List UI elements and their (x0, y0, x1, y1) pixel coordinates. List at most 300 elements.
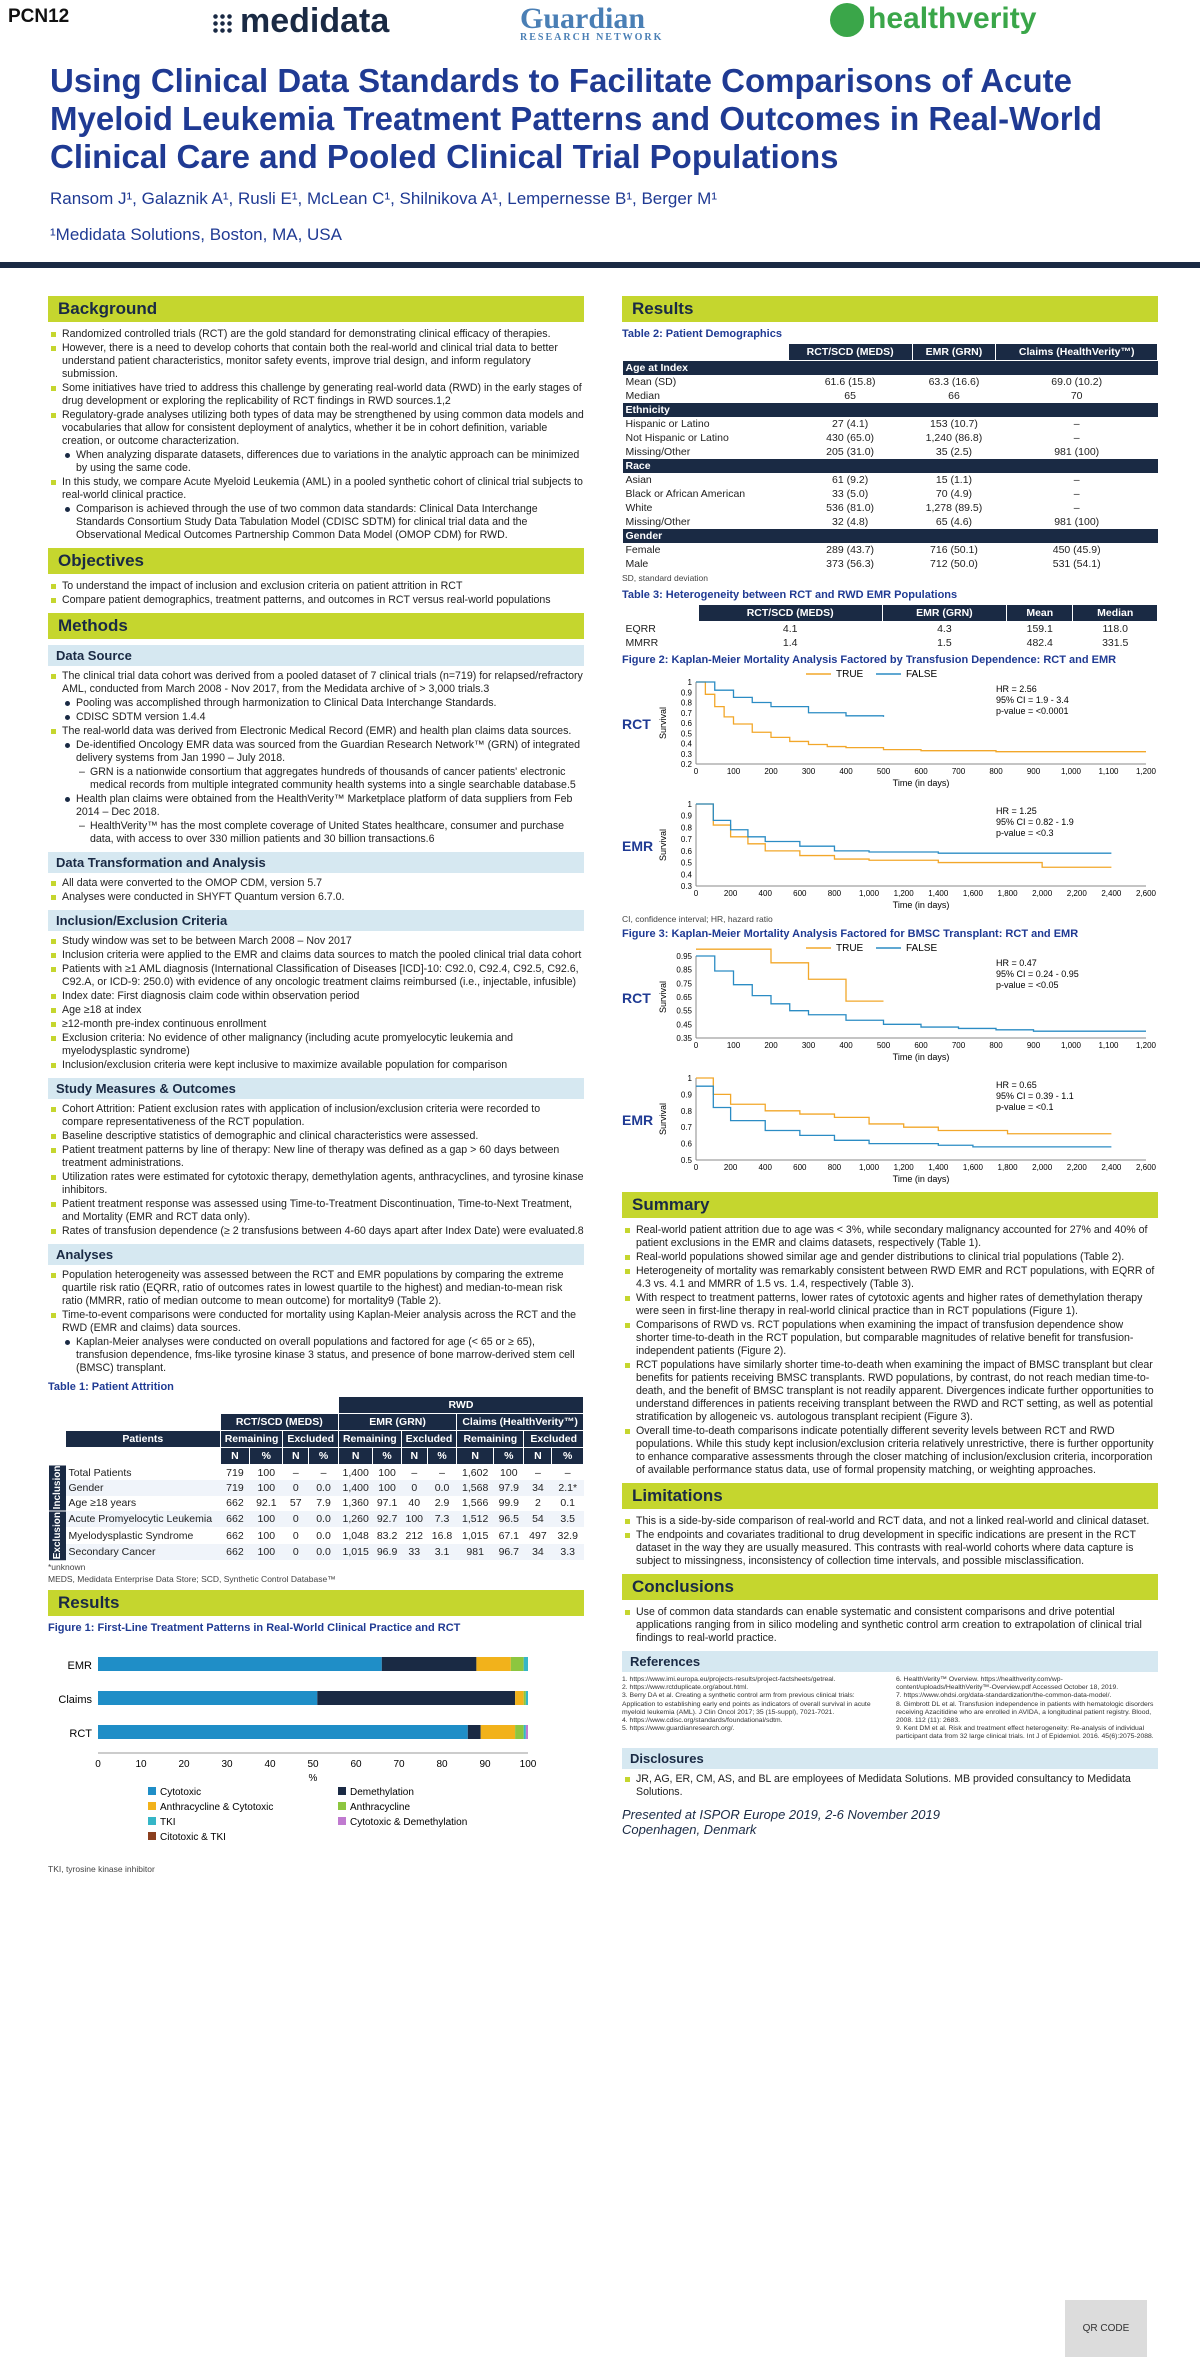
table-row (623, 636, 1158, 650)
list-item: JR, AG, ER, CM, AS, and BL are employees of Medidata Solutions. MB provided consultancy to Medidata Solutions. (636, 1773, 1158, 1799)
table-cell: Total Patients (68, 1466, 132, 1479)
right-column (622, 290, 1158, 1837)
background-list (48, 328, 584, 542)
table-cell: 99.9 (498, 1497, 519, 1510)
conclusions-heading: Conclusions (622, 1574, 1158, 1600)
fig1-caption: Figure 1: First-Line Treatment Patterns in Real-World Clinical Practice and RCT (48, 1622, 461, 1635)
list-item: Population heterogeneity was assessed between the RCT and EMR populations by comparing the extreme quartile risk ratio (EQRR, ratio of outcomes rates in lowest quartile to the highest) and median-to-mean risk ratio (MMRR, ratio of median outcome to mean outcome) for mortality9 (Table 2). (62, 1269, 584, 1308)
table-row (49, 1511, 584, 1527)
km-stat: 95% CI = 1.9 - 3.4 (996, 695, 1069, 705)
table-header: EMR (GRN) (338, 1414, 456, 1431)
x-tick-label: 2,600 (1135, 889, 1156, 898)
table-cell: 7.9 (316, 1497, 331, 1510)
x-tick-label: 0 (693, 1163, 699, 1172)
reference-item: 3. Berry DA et al. Creating a synthetic control arm from previous clinical trials: Application to establishing early end points as indicators of overall survival in acute myeloid leukemia (AML). J Clin Oncol 2017; 35 (15-suppl), 7021-7021. (622, 1692, 871, 1716)
table-cell: 0 (292, 1529, 299, 1542)
inclusion-list (48, 935, 584, 1072)
x-tick-label: 60 (350, 1759, 362, 1771)
x-tick-label: 10 (135, 1759, 147, 1771)
table-cell: 1,400 (338, 1480, 373, 1495)
conclusions-list (622, 1606, 1158, 1645)
bar-segment (526, 1691, 528, 1705)
list-item: RCT populations have similarly shorter time-to-death when examining the impact of BMSC transplant but clear benefits for patients receiving BMSC transplants. RWD populations, by contrast, do not reach median time-to-death, and the benefit of BMSC transplant is not readily apparent. Divergences indicate further opportunities to understand differences in patients receiving transplant between the RWD and RCT setting, as well as potential stratification by allogeneic vs. autologous transplant recipient (Figure 3). (636, 1359, 1158, 1424)
km-line-false (696, 956, 1146, 1031)
y-tick-label: 0.95 (676, 952, 692, 961)
table-cell: 65 (844, 390, 856, 402)
bar-segment (515, 1691, 524, 1705)
x-tick-label: 600 (914, 767, 928, 776)
x-tick-label: 0 (693, 767, 699, 776)
list-item: Patients with ≥1 AML diagnosis (International Classification of Diseases [ICD]-10: C92.0, C92.4, C92.5, C92.6, C92.A, or ICD-9: 250.0) with evidence of any oncologic treatment claims reimbursed (i.e., injectable, infusible) (62, 963, 584, 989)
methods-heading: Methods (48, 613, 584, 639)
table-cell: 2 (535, 1497, 541, 1510)
table-cell: 719 (226, 1466, 244, 1479)
y-tick-label: 0.8 (680, 823, 692, 833)
km-row-label: RCT (622, 990, 651, 1006)
table-cell: Black or African American (625, 488, 746, 500)
table-cell: 97.1 (376, 1497, 398, 1510)
table-cell: 430 (65.0) (826, 432, 875, 444)
list-item: With respect to treatment patterns, lower rates of cytotoxic agents and higher rates of demethylation therapy were seen in first-line therapy in real-world clinical practice than in RCT populations (Figure 1). (636, 1292, 1158, 1318)
y-axis-title: Survival (658, 1102, 668, 1136)
x-axis-title: Time (in days) (892, 1052, 950, 1062)
bar-segment (511, 1657, 524, 1671)
bar-category-label: RCT (69, 1728, 92, 1741)
table-cell: 34 (524, 1544, 552, 1560)
x-tick-label: 1,800 (997, 889, 1018, 898)
bar-segment (468, 1725, 481, 1739)
table-cell: Gender (66, 1480, 221, 1495)
table-cell: 1.4 (782, 637, 798, 649)
table-cell: 100 (401, 1511, 427, 1527)
x-tick-label: 1,800 (997, 1163, 1018, 1172)
x-tick-label: 1,200 (1135, 767, 1156, 776)
y-tick-label: 0.7 (680, 835, 692, 845)
table-cell: Acute Promyelocytic Leukemia (66, 1511, 221, 1527)
x-tick-label: 20 (178, 1759, 190, 1771)
results-right-heading: Results (622, 296, 1158, 322)
patient-attrition-table: RWD RCT/SCD (MEDS) EMR (GRN) Claims (HealthVerity™) Patients Remaining Excluded Remaining Excluded Remaining Excluded N % N % N % N % N % N % Inclusion Total Patients 719 100 – – 1,400 100 – – 1,602 100 – – Gender 719 100 0 0.0 1,400 100 0 0.0 1,568 97.9 34 2.1* Age ≥18 years 662 92.1 57 7.9 1,360 97.1 40 2.9 1,566 99.9 2 0.1 Exclusion Acute Promyelocytic Leukemia 662 100 0 0.0 1,260 92.7 100 7.3 1,512 96.5 54 3.5 Myelodysplastic Syndrome 662 100 0 0.0 1,048 83.2 212 16.8 1,015 67.1 497 32.9 Secondary Cancer 662 100 0 0.0 1,015 96.9 33 3.1 981 96.7 34 3.3 (48, 1396, 584, 1560)
x-tick-label: 800 (827, 1163, 842, 1172)
y-tick-label: 0.5 (680, 858, 692, 868)
table-cell: 61.6 (15.8) (824, 376, 876, 388)
table-cell: 100 (257, 1529, 276, 1542)
y-tick-label: 1 (687, 678, 692, 687)
legend-label: Anthracycline & Cytotoxic (160, 1802, 274, 1814)
table-cell: – (320, 1466, 327, 1479)
inclusion-heading: Inclusion/Exclusion Criteria (48, 910, 584, 931)
table-cell: 1,240 (86.8) (925, 432, 983, 444)
table-cell: 662 (220, 1544, 250, 1560)
list-item: – GRN is a nationwide consortium that aggregates hundreds of thousands of cancer patients' electronic medical records from multiple integrated community health systems into a single searchable database.5 (90, 766, 584, 792)
y-tick-label: 0.35 (676, 1034, 692, 1043)
list-item: – HealthVerity™ has the most complete coverage of United States healthcare, consumer and purchase data, with access to over 330 million patients and 30 billion transactions.6 (90, 820, 584, 846)
table-cell: 3.1 (427, 1544, 456, 1560)
table-cell: 7.3 (427, 1511, 456, 1527)
x-tick-label: 0 (693, 889, 699, 898)
table-cell: 100 (378, 1466, 396, 1479)
table-cell: 1,015 (338, 1544, 373, 1560)
bar-segment (524, 1657, 528, 1671)
x-tick-label: 200 (764, 1041, 778, 1050)
x-tick-label: 500 (876, 767, 891, 776)
km-stat: p-value = <0.1 (996, 1102, 1054, 1112)
table-cell: 0 (283, 1480, 309, 1495)
table-cell: 100 (250, 1480, 283, 1495)
y-tick-label: 0.4 (680, 870, 692, 880)
references-heading: References (622, 1651, 1158, 1672)
x-tick-label: 2,400 (1101, 889, 1122, 898)
objectives-list (48, 580, 584, 607)
table-cell: 40 (408, 1497, 421, 1510)
table-cell: 373 (56.3) (826, 558, 875, 570)
table-cell: 97.9 (494, 1480, 524, 1495)
km3-emr-panel (622, 1064, 1158, 1186)
table-header: RCT/SCD (MEDS) (788, 344, 912, 361)
x-axis-title: Time (in days) (892, 900, 950, 910)
table-cell: 159.1 (1026, 623, 1053, 635)
table-cell: 67.1 (498, 1529, 519, 1542)
reference-item: 6. HealthVerity™ Overview. https://healthverity.com/wp-content/uploads/HealthVerity™-Overview.pdf Accessed October 18, 2019. (896, 1676, 1119, 1692)
x-axis-title: Time (in days) (892, 1174, 950, 1184)
table-cell: Missing/Other (625, 516, 691, 528)
x-tick-label: 500 (876, 1041, 891, 1050)
table-cell: 1,602 (462, 1466, 489, 1479)
x-tick-label: 600 (793, 889, 807, 898)
first-line-treatment-chart (48, 1637, 584, 1857)
medidata-dots-icon (212, 13, 234, 33)
table-cell: Myelodysplastic Syndrome (68, 1529, 194, 1542)
table-cell: – (535, 1466, 541, 1479)
table-cell: Male (625, 558, 649, 570)
list-item: The endpoints and covariates traditional to drug development in specific indications are present in the RCT dataset in the way they are usually measured. This contrasts with real-world cohorts where data capture is subject to missingness, inconsistency of collection time intervals, and possible misclassification. (636, 1529, 1158, 1568)
bar-segment (476, 1657, 510, 1671)
y-tick-label: 0.45 (676, 1020, 692, 1030)
table-cell: – (439, 1466, 445, 1479)
legend-swatch (148, 1787, 156, 1795)
table-cell: 118.0 (1102, 623, 1128, 635)
authors: Ransom J¹, Galaznik A¹, Rusli E¹, McLean C¹, Shilnikova A¹, Lempernesse B¹, Berger M¹ (50, 189, 718, 208)
table-cell: 1,512 (457, 1511, 494, 1527)
x-tick-label: 900 (1026, 767, 1041, 776)
table-cell: 96.5 (494, 1511, 524, 1527)
table-cell: 33 (401, 1544, 427, 1560)
x-tick-label: 600 (914, 1041, 928, 1050)
y-tick-label: 0.6 (680, 846, 692, 856)
healthverity-logo: healthverity (830, 2, 1036, 37)
legend-swatch (148, 1802, 156, 1810)
presented-at: Presented at ISPOR Europe 2019, 2-6 November 2019 Copenhagen, Denmark (622, 1806, 940, 1837)
x-tick-label: 2,600 (1135, 1163, 1156, 1172)
y-axis-title: Survival (658, 828, 668, 862)
table-cell: 1,048 (342, 1529, 369, 1542)
table-cell: 1,015 (462, 1529, 489, 1542)
table-cell: 1.5 (937, 637, 952, 649)
list-item: Real-world populations showed similar age and gender distributions to clinical trial populations (Table 2). (636, 1251, 1158, 1264)
bar-segment (526, 1725, 528, 1739)
y-tick-label: 0.3 (680, 882, 692, 891)
table-row (623, 389, 1158, 403)
km-stat: HR = 2.56 (996, 684, 1037, 694)
list-item: Rates of transfusion dependence (≥ 2 transfusions between 4-60 days apart after Index Date) were evaluated.8 (62, 1225, 584, 1237)
disclosures-list (622, 1773, 1158, 1799)
x-tick-label: 1,100 (1098, 1041, 1119, 1050)
table-cell: 65 (4.6) (935, 516, 973, 528)
table-cell: – (1073, 474, 1080, 486)
table-cell: 0.0 (427, 1480, 456, 1495)
fig2-note: CI, confidence interval; HR, hazard ratio (622, 914, 773, 924)
table-cell: 0 (283, 1511, 309, 1527)
table-cell: 70 (4.9) (935, 488, 973, 500)
list-item: Patient treatment patterns by line of therapy: New line of therapy was defined as a gap > 60 days between treatment administrations. (62, 1144, 584, 1170)
x-tick-label: 200 (723, 889, 738, 898)
list-item: Real-world patient attrition due to age was < 3%, while secondary malignancy accounted for 27% and 40% of patient exclusions in the EMR and claims datasets, respectively (Table 1). (636, 1224, 1158, 1250)
legend-true-label: TRUE (836, 669, 864, 680)
list-item: Inclusion/exclusion criteria were kept inclusive to maximize available population for comparison (62, 1059, 584, 1072)
table-cell: 0.0 (309, 1544, 339, 1560)
x-tick-label: 100 (726, 767, 741, 776)
transform-heading: Data Transformation and Analysis (48, 852, 584, 873)
x-tick-label: 400 (758, 889, 772, 898)
x-tick-label: 400 (839, 767, 853, 776)
table-cell: – (411, 1466, 418, 1479)
table-header: Patients (66, 1431, 221, 1448)
x-tick-label: 800 (989, 767, 1003, 776)
reference-item: 7. https://www.ohdsi.org/data-standardization/the-common-data-model/. (896, 1692, 1112, 1700)
table-cell: 981 (100) (1054, 516, 1100, 528)
inclusion-band: Inclusion (49, 1465, 66, 1511)
limitations-heading: Limitations (622, 1483, 1158, 1509)
table-cell: 57 (289, 1497, 302, 1510)
list-item: Use of common data standards can enable systematic and consistent comparisons and drive potential applications ranging from in silico modeling and synthetic control arm creation to extrapolation of clinical trial findings to real-world practice. (636, 1606, 1158, 1645)
x-tick-label: 1,000 (1060, 767, 1082, 776)
table-row (623, 543, 1158, 557)
table-row (623, 515, 1158, 529)
list-item: Inclusion criteria were applied to the EMR and claims data sources to match the pooled clinical trial data cohort (62, 949, 584, 962)
table2-caption: Table 2: Patient Demographics (622, 328, 782, 340)
table-section-row: Gender (623, 529, 1158, 543)
y-tick-label: 1 (687, 1074, 692, 1083)
table-cell: – (1073, 432, 1080, 444)
medidata-logo: medidata (212, 2, 389, 41)
list-item: Index date: First diagnosis claim code within observation period (62, 990, 584, 1003)
list-item: Utilization rates were estimated for cytotoxic therapy, demethylation agents, anthracyclines, and tyrosine kinase inhibitors. (62, 1171, 584, 1196)
y-tick-label: 0.6 (680, 719, 692, 728)
reference-item: 5. https://www.guardianresearch.org/. (622, 1725, 735, 1733)
km-stat: p-value = <0.05 (996, 980, 1059, 990)
table-section-row: Ethnicity (623, 403, 1158, 417)
list-item: Compare patient demographics, treatment patterns, and outcomes in RCT versus real-world populations (62, 594, 584, 607)
legend-swatch (148, 1832, 156, 1840)
table-cell: 1,360 (342, 1497, 369, 1510)
table-header: EMR (GRN) (912, 344, 996, 361)
legend-false-label: FALSE (906, 669, 938, 680)
table-row (49, 1496, 584, 1511)
bar-segment (317, 1691, 515, 1705)
table-cell: 536 (81.0) (826, 502, 875, 514)
table-cell: Median (625, 390, 660, 402)
x-tick-label: 1,000 (859, 889, 880, 898)
references-list (622, 1676, 1158, 1742)
list-item: However, there is a need to develop cohorts that contain both the real-world and clinical trial data to better understand patient characteristics, monitor safety events, improve trial design, and inform regulatory submission. (62, 342, 584, 381)
bar-segment (98, 1691, 317, 1705)
table-row (623, 417, 1158, 431)
km3-rct-panel (622, 942, 1158, 1064)
bar-segment (98, 1725, 468, 1739)
x-tick-label: 1,400 (928, 889, 949, 898)
table-cell: Not Hispanic or Latino (625, 432, 729, 444)
km-stat: 95% CI = 0.39 - 1.1 (996, 1091, 1074, 1101)
bar-category-label: EMR (67, 1660, 92, 1673)
y-tick-label: 0.5 (680, 1156, 692, 1165)
x-tick-label: 300 (801, 1041, 816, 1050)
reference-item: 1. https://www.imi.europa.eu/projects-results/project-factsheets/getreal. (622, 1676, 836, 1683)
legend-swatch (338, 1802, 346, 1810)
affiliation: ¹Medidata Solutions, Boston, MA, USA (50, 225, 342, 244)
x-tick-label: 100 (519, 1759, 537, 1771)
list-item: Comparison is achieved through the use of two common data standards: Clinical Data Interchange Standards Consortium Study Data Tabulation Model (CDISC SDTM) for clinical trial data and the Observational Medical Outcomes Partnership Common Data Model (OMOP CDM) for RWD. (76, 503, 584, 542)
table-row (623, 473, 1158, 487)
header-divider (0, 262, 1200, 268)
table-cell: 205 (31.0) (826, 446, 875, 458)
table-cell: – (1073, 418, 1080, 430)
list-item: Regulatory-grade analyses utilizing both types of data may be strengthened by using common data models and vocabularies that allow for consistent deployment of analytics, whether it be in cohort definition, variable creation, or outcome characterization. When analyzing disparate datasets, differences due to variations in the analytic approach can be minimized by using the same code. (62, 409, 584, 474)
list-item: In this study, we compare Acute Myeloid Leukemia (AML) in a pooled synthetic cohort of clinical trial subjects to real-world clinical practice. Comparison is achieved through the use of two common data standards: Clinical Data Interchange Standards Consortium Study Data Tabulation Model (CDISC SDTM) for clinical trial data and the Observational Medical Outcomes Partnership Common Data Model (OMOP CDM) for RWD. (62, 476, 583, 541)
summary-list (622, 1224, 1158, 1477)
summary-heading: Summary (622, 1192, 1158, 1218)
y-tick-label: 0.9 (680, 688, 692, 698)
y-tick-label: 0.8 (680, 698, 692, 708)
table-cell: Female (625, 544, 661, 556)
list-item: Pooling was accomplished through harmonization to Clinical Data Interchange Standards. (76, 697, 584, 710)
list-item: All data were converted to the OMOP CDM, version 5.7 (62, 877, 584, 890)
table-header: RCT/SCD (MEDS) (220, 1414, 338, 1431)
table-cell: 15 (1.1) (935, 474, 973, 486)
x-tick-label: 400 (839, 1041, 853, 1050)
table-cell: EQRR (625, 623, 656, 635)
list-item: Some initiatives have tried to address this challenge by generating real-world data (RWD) in the early stages of drug development or exploring the replicability of RCT findings in RWD sources.1,2 (62, 382, 584, 408)
table-cell: 16.8 (431, 1529, 453, 1542)
qr-code[interactable]: QR CODE (1065, 2300, 1147, 2357)
y-tick-label: 0.6 (680, 1139, 692, 1149)
healthverity-cross-icon (830, 3, 864, 37)
table1-note: *unknown (48, 1562, 86, 1573)
table-cell: 0 (401, 1480, 427, 1495)
km2-rct-panel (622, 668, 1158, 790)
x-tick-label: 900 (1026, 1041, 1041, 1050)
legend-swatch (148, 1817, 156, 1825)
table-cell: 1,566 (462, 1497, 489, 1510)
table-cell: 69.0 (10.2) (1051, 376, 1103, 388)
table-cell: Asian (625, 474, 652, 486)
disclosures-heading: Disclosures (622, 1748, 1158, 1769)
table-cell: 100 (250, 1511, 283, 1527)
x-tick-label: 30 (221, 1759, 233, 1771)
table-section-row: Race (623, 459, 1158, 473)
fig1-note: TKI, tyrosine kinase inhibitor (48, 1864, 155, 1875)
list-item: Overall time-to-death comparisons indicate potentially different severity levels between RCT and RWD populations. While this study kept inclusion/exclusion criteria relatively unrestrictive, there is further opportunity to enhance comparative assessments through the closer matching of inclusion/exclusion criteria, incorporation of available performance status data, use of formal propensity matching, or weighting approaches. (636, 1425, 1158, 1477)
list-item: Health plan claims were obtained from the HealthVerity™ Marketplace platform of data suppliers from Feb 2014 – Dec 2018. – HealthVerity™ has the most complete coverage of United States healthcare, consumer and purchase data, with access to over 330 million patients and 30 billion transactions.6 (76, 793, 584, 846)
y-tick-label: 0.9 (680, 1090, 692, 1100)
table2-note: SD, standard deviation (622, 573, 708, 583)
table-cell: Hispanic or Latino (625, 418, 710, 430)
km-row-label: RCT (622, 716, 651, 732)
objectives-heading: Objectives (48, 548, 584, 574)
poster-title: Using Clinical Data Standards to Facilitate Comparisons of Acute Myeloid Leukemia Treatment Patterns and Outcomes in Real-World Clinical Care and Pooled Clinical Trial Populations (50, 62, 1102, 175)
list-item: Age ≥18 at index (62, 1004, 584, 1017)
table-cell: 153 (10.7) (930, 418, 978, 430)
table-cell: 1,278 (89.5) (925, 502, 983, 514)
table-cell: 96.7 (494, 1544, 524, 1560)
reference-item: 4. https://www.cdisc.org/standards/foundational/sdtm. (622, 1717, 783, 1725)
y-tick-label: 0.85 (676, 965, 692, 975)
km-line-true (696, 682, 1146, 752)
km-stat: HR = 0.65 (996, 1080, 1037, 1090)
list-item: The clinical trial data cohort was derived from a pooled dataset of 7 clinical trials (n=719) for relapsed/refractory AML, conducted from March 2008 - Nov 2017, from the Medidata archive of > 3,000 trials.3 Pooling was accomplished through harmonization to Clinical Data Interchange Standards. CDISC SDTM version 1.4.4 (62, 670, 583, 723)
y-tick-label: 0.75 (676, 979, 692, 989)
x-tick-label: 100 (726, 1041, 741, 1050)
x-tick-label: 800 (827, 889, 842, 898)
x-tick-label: 70 (393, 1759, 405, 1771)
poster-header (0, 0, 1200, 268)
table-cell: 35 (2.5) (935, 446, 973, 458)
exclusion-band: Exclusion (49, 1511, 66, 1560)
list-item: Exclusion criteria: No evidence of other malignancy (including acute promyelocytic leukemia and myelodysplastic syndrome) (62, 1032, 584, 1058)
x-tick-label: 1,100 (1098, 767, 1119, 776)
table-row (49, 1527, 584, 1543)
table-cell: 4.3 (937, 623, 952, 635)
x-tick-label: 1,000 (859, 1163, 880, 1172)
table-cell: 289 (43.7) (826, 544, 875, 556)
km-stat: p-value = <0.3 (996, 828, 1054, 838)
data-source-heading: Data Source (48, 645, 584, 666)
legend-label: TKI (160, 1817, 176, 1829)
table-cell: 0.0 (316, 1529, 331, 1542)
x-tick-label: 50 (307, 1759, 319, 1771)
table-cell: 662 (220, 1511, 250, 1527)
list-item: Analyses were conducted in SHYFT Quantum version 6.7.0. (62, 891, 584, 904)
x-tick-label: 0 (95, 1759, 101, 1771)
measures-heading: Study Measures & Outcomes (48, 1078, 584, 1099)
list-item: CDISC SDTM version 1.4.4 (76, 711, 584, 724)
table-cell: 1,568 (457, 1480, 494, 1495)
x-tick-label: 700 (951, 1041, 966, 1050)
table-cell: 0.0 (309, 1480, 339, 1495)
table-cell: Missing/Other (625, 446, 691, 458)
list-item: The real-world data was derived from Electronic Medical Record (EMR) and health plan claims data sources. De-identified Oncology EMR data was sourced from the Guardian Research Network™ (GRN) of integrated delivery systems from Jan 1990 – July 2018. – GRN is a nationwide consortium that aggregates hundreds of thousands of cancer patients' electronic medical records from multiple integrated community health systems into a single searchable database.5 Health plan claims were obtained from the HealthVerity™ Marketplace platform of data suppliers from Feb 2014 – Dec 2018. – HealthVerity™ has the most complete coverage of United States healthcare, consumer and purchase data, with access to over 330 million patients and 30 billion transactions.6 (62, 725, 584, 846)
table-cell: 0.0 (309, 1511, 339, 1527)
list-item: This is a side-by-side comparison of real-world and RCT data, and not a linked real-world and clinical dataset. (636, 1515, 1158, 1528)
table-cell: 61 (9.2) (832, 474, 869, 486)
km-row-label: EMR (622, 1112, 654, 1128)
x-tick-label: 2,200 (1066, 889, 1087, 898)
legend-label: Cytotoxic & Demethylation (350, 1817, 468, 1829)
bar-segment (524, 1725, 526, 1739)
table-cell: 96.9 (373, 1544, 401, 1560)
x-tick-label: 1,200 (1135, 1041, 1156, 1050)
x-tick-label: 0 (693, 1041, 699, 1050)
y-tick-label: 0.4 (680, 739, 692, 749)
table-cell: 2.1* (552, 1480, 584, 1495)
table1-abbrev: MEDS, Medidata Enterprise Data Store; SCD, Synthetic Control Database™ (48, 1574, 336, 1585)
table-cell: 981 (100) (1054, 446, 1100, 458)
x-tick-label: 2,200 (1066, 1163, 1087, 1172)
y-tick-label: 0.55 (676, 1006, 692, 1016)
table-cell: 100 (500, 1466, 518, 1479)
table-row (623, 622, 1158, 637)
table-cell: 32.9 (557, 1529, 578, 1542)
legend-label: Demethylation (350, 1787, 414, 1799)
